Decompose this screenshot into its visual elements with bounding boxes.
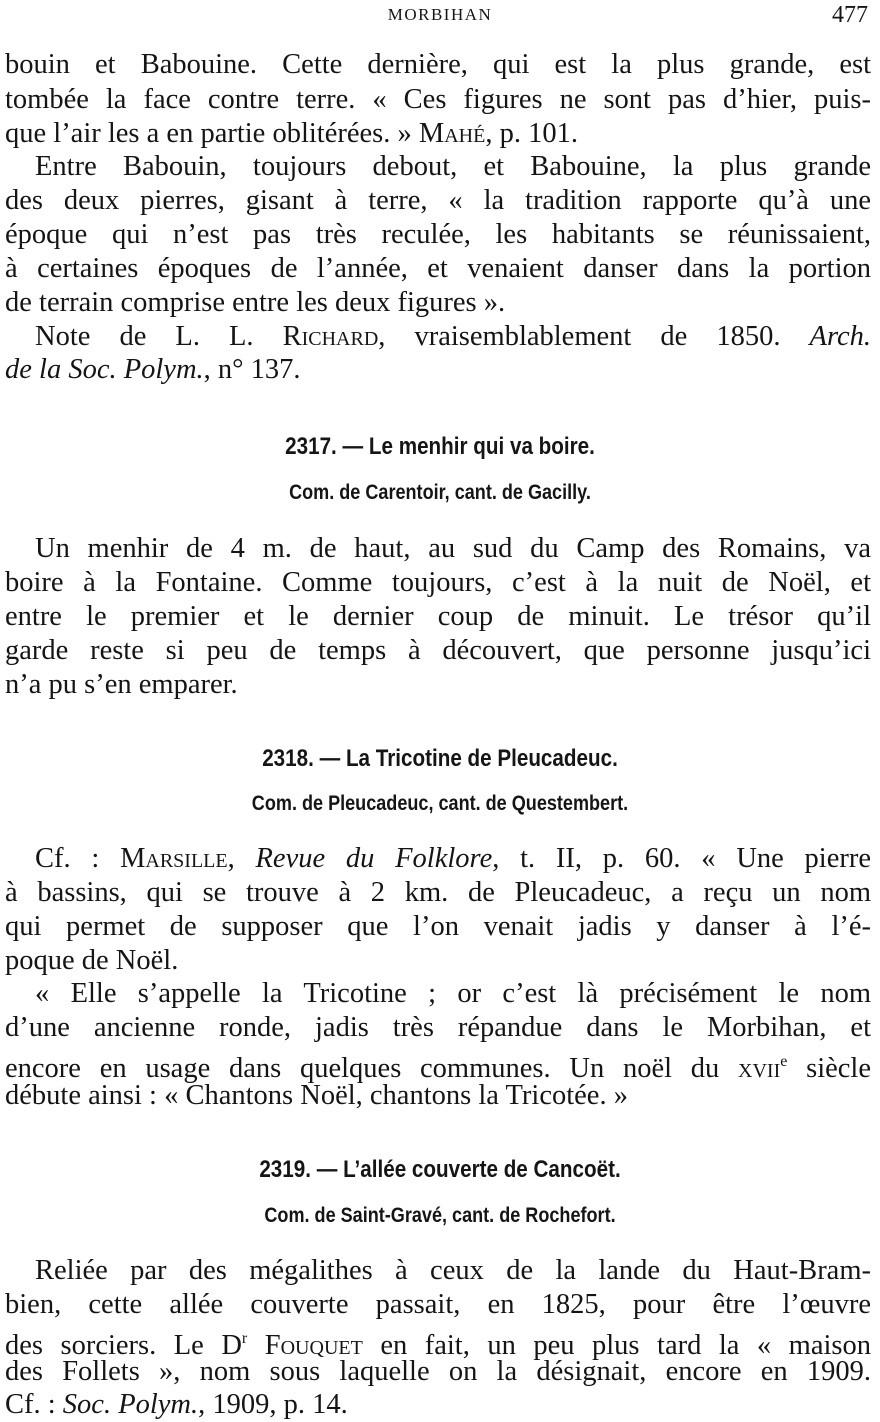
text-line: Un menhir de 4 m. de haut, au sud du Camp des Romains, va [35,533,871,564]
text-line: à certaines époques de l’année, et venaient danser dans la portion [5,253,871,284]
section-heading-2317: 2317. — Le menhir qui va boire. [285,433,595,460]
text-line: n’a pu s’en emparer. [5,669,238,700]
journal-title: Arch. [809,321,871,352]
running-title: MORBIHAN [387,5,493,24]
journal-title: Soc. Polym. [62,1389,199,1420]
text-run: , vraisemblablement de 1850. [378,321,810,352]
text-line: à bassins, qui se trouve à 2 km. de Pleucadeuc, a reçu un nom [5,877,871,908]
text-line: bouin et Babouine. Cette dernière, qui est la plus grande, est [5,49,871,80]
text-run: encore en usage dans quelques communes. Un noël du [5,1053,739,1084]
page-number: 477 [832,2,868,28]
section-heading-2319: 2319. — L’allée couverte de Cancoët. [259,1156,621,1183]
text-line [5,1388,871,1422]
text-line [5,320,871,354]
text-run: que l’air les a en partie oblitérées. » [5,118,419,149]
text-line: époque qui n’est pas très reculée, les habitants se réunissaient, [5,219,871,250]
text-run: , [227,843,256,874]
section-location-2317: Com. de Carentoir, cant. de Gacilly. [289,481,591,504]
journal-title: de la Soc. Polym. [5,354,204,385]
text-line: d’une ancienne ronde, jadis très répandue dans le Morbihan, et [5,1012,871,1043]
text-run: Cf. : [35,843,121,874]
text-run: , t. II, p. 60. « Une pierre [492,843,872,874]
text-line [5,353,871,387]
section-location-2318: Com. de Pleucadeuc, cant. de Questembert. [251,792,629,815]
text-line: qui permet de supposer que l’on venait jadis y danser à l’é- [5,911,871,942]
author-name: Richard [282,321,379,352]
text-line [5,117,871,151]
running-head [0,2,880,28]
journal-title: Revue du Folklore [255,843,493,874]
text-line: des Follets », nom sous laquelle on la désignait, encore en 1909. [5,1356,871,1387]
text-line: « Elle s’appelle la Tricotine ; or c’est là précisément le nom [35,978,871,1009]
text-line: poque de Noël. [5,945,179,976]
section-heading-2318: 2318. — La Tricotine de Pleucadeuc. [262,745,618,772]
text-line: tombée la face contre terre. « Ces figures ne sont pas d’hier, puis- [5,84,871,115]
text-run: , 1909, p. 14. [198,1389,348,1420]
text-run: , n° 137. [203,354,301,385]
text-line: de terrain comprise entre les deux figures ». [5,287,506,318]
text-run: des sorciers. Le D [5,1330,242,1361]
text-line: débute ainsi : « Chantons Noël, chantons la Tricotée. » [5,1080,628,1111]
text-line: Reliée par des mégalithes à ceux de la lande du Haut-Bram- [35,1255,871,1286]
author-name: Fouquet [247,1330,363,1361]
author-name: Mahé [418,118,486,149]
text-run: Note de L. L. [35,321,283,352]
text-line: bien, cette allée couverte passait, en 1825, pour être l’œuvre [5,1289,871,1320]
text-line: garde reste si peu de temps à découvert, que personne jusqu’ici [5,635,871,666]
text-line: entre le premier et le dernier coup de minuit. Le trésor qu’il [5,601,871,632]
century-numeral: xvii [738,1053,781,1084]
superscript: e [780,1053,788,1070]
author-name: Marsille [120,843,228,874]
text-run: en fait, un peu plus tard la « maison [362,1330,872,1361]
text-run: , p. 101. [485,118,578,149]
section-location-2319: Com. de Saint-Gravé, cant. de Rochefort. [264,1204,616,1227]
text-run: siècle [787,1053,871,1084]
text-line [5,842,871,876]
text-line: Entre Babouin, toujours debout, et Babouine, la plus grande [35,151,871,182]
text-line: des deux pierres, gisant à terre, « la tradition rapporte qu’à une [5,185,871,216]
text-run: Cf. : [5,1389,63,1420]
text-line: boire à la Fontaine. Comme toujours, c’est à la nuit de Noël, et [5,567,871,598]
superscript: r [241,1330,248,1347]
